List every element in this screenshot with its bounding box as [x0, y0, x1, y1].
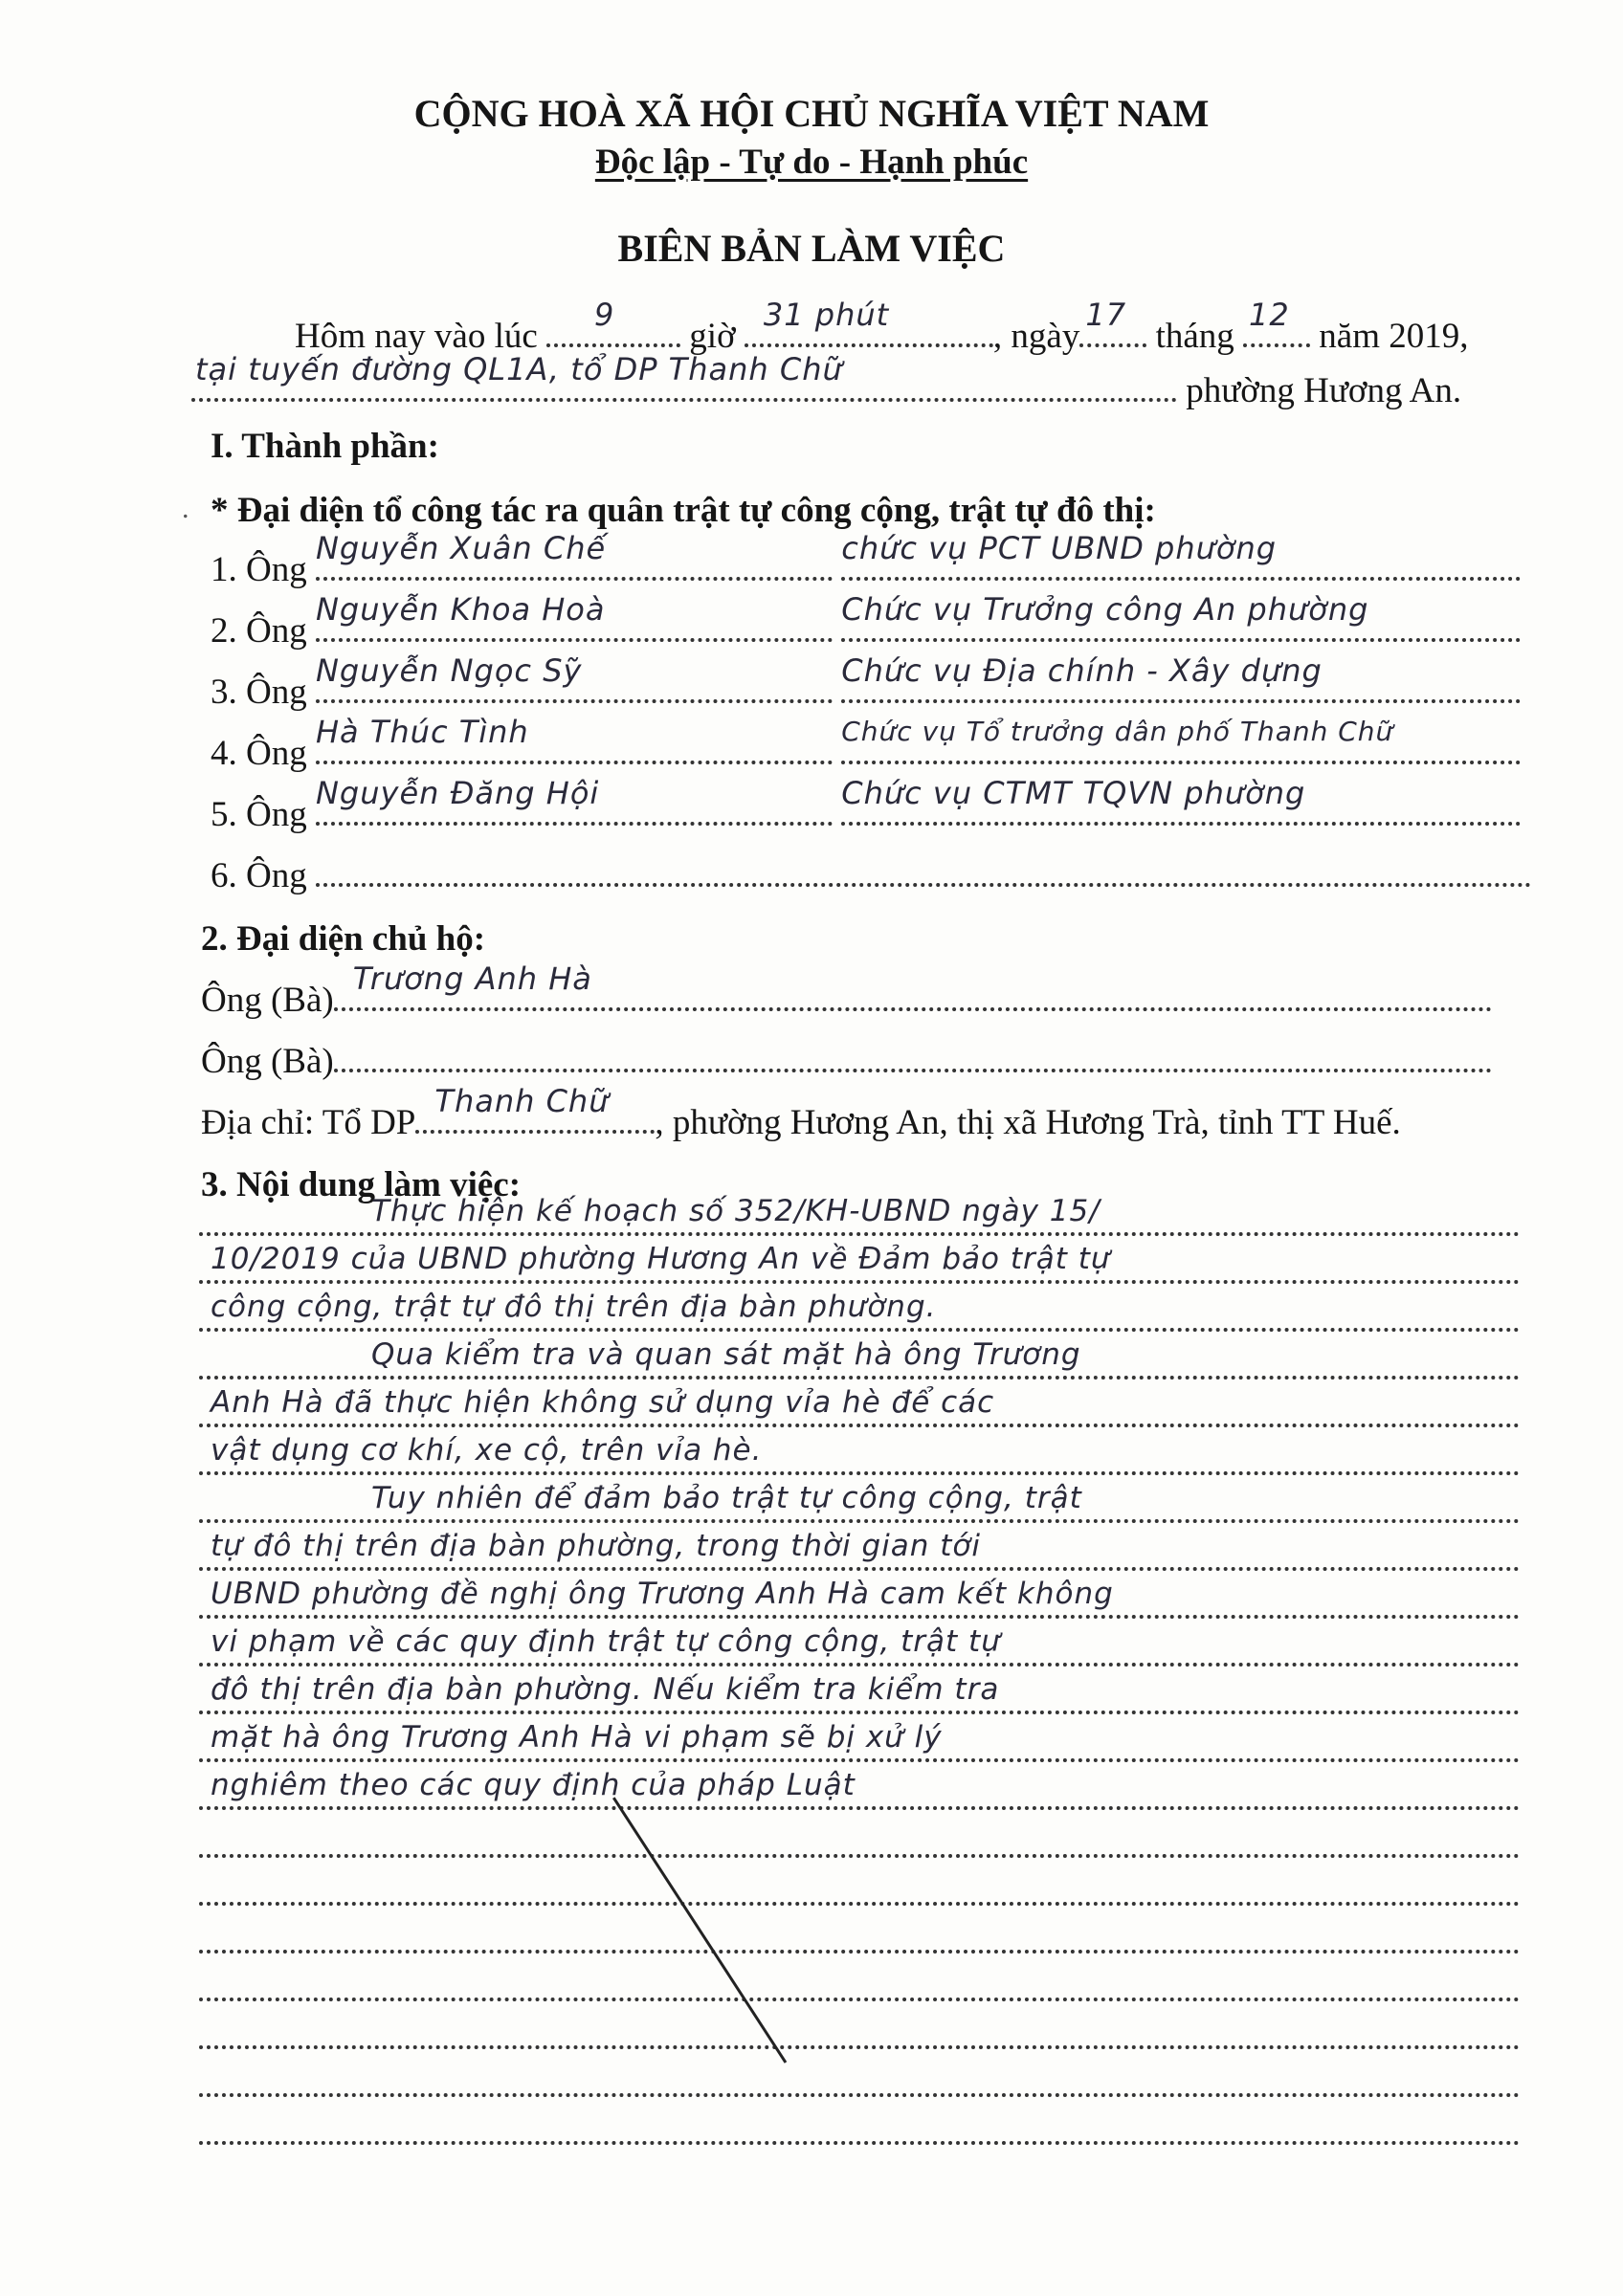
- day-value: 17: [1085, 297, 1127, 333]
- member-role-field: [841, 591, 1521, 642]
- content-line: [199, 1290, 1520, 1332]
- section1-heading: I. Thành phần:: [211, 427, 439, 466]
- member-role-field: [841, 775, 1521, 826]
- address-label: Địa chỉ: Tổ DP: [201, 1103, 416, 1142]
- content-line: [199, 1385, 1520, 1427]
- member-label: 3. Ông: [211, 673, 307, 712]
- location-field: [191, 351, 1177, 402]
- content-line: [199, 1915, 1520, 1954]
- section2-heading: 2. Đại diện chủ hộ:: [201, 919, 486, 959]
- content-line: [199, 1820, 1520, 1858]
- member-label: 1. Ông: [211, 550, 307, 589]
- content-line: [199, 1768, 1520, 1810]
- minute-field: [745, 297, 993, 347]
- hour-field: [546, 297, 680, 347]
- owner-label: Ông (Bà): [201, 981, 334, 1020]
- document-title: BIÊN BẢN LÀM VIỆC: [617, 227, 1006, 270]
- member-name-field: [315, 530, 833, 581]
- member-name-field: [315, 591, 833, 642]
- section1-subheading: * Đại diện tổ công tác ra quân trật tự công cộng, trật tự đô thị:: [211, 491, 1156, 530]
- member-role-field: [841, 530, 1521, 581]
- hour-value: 9: [594, 297, 615, 333]
- country-heading: CỘNG HOÀ XÃ HỘI CHỦ NGHĨA VIỆT NAM: [413, 92, 1210, 135]
- content-text: công cộng, trật tự đô thị trên địa bàn phường.: [211, 1290, 937, 1324]
- section3-heading: 3. Nội dung làm việc:: [201, 1165, 522, 1204]
- content-line: [199, 2107, 1520, 2145]
- member-name: Nguyễn Ngọc Sỹ: [315, 652, 583, 689]
- member-name: Nguyễn Khoa Hoà: [315, 591, 606, 628]
- member-name-field: [316, 854, 1531, 887]
- intro-location-line: [191, 351, 1462, 414]
- owner-name-field: [334, 1040, 1492, 1072]
- content-line: [199, 1529, 1520, 1571]
- content-line: [199, 2011, 1520, 2049]
- member-label: 4. Ông: [211, 734, 307, 773]
- ward-text: phường Hương An.: [1186, 371, 1462, 410]
- content-text: tự đô thị trên địa bàn phường, trong thời gian tới: [211, 1529, 981, 1563]
- member-label: 5. Ông: [211, 795, 307, 834]
- member-role: Chức vụ Địa chính - Xây dựng: [841, 652, 1323, 689]
- location-value: tại tuyến đường QL1A, tổ DP Thanh Chữ: [195, 351, 843, 387]
- address-field: [415, 1083, 655, 1134]
- member-role: chức vụ PCT UBND phường: [841, 530, 1278, 566]
- address-row: [201, 1083, 1401, 1146]
- content-line: [199, 1963, 1520, 2001]
- owner-name-field: [334, 960, 1492, 1011]
- content-text: UBND phường đề nghị ông Trương Anh Hà cam kết không: [211, 1577, 1114, 1611]
- member-name: Nguyễn Đăng Hội: [315, 775, 600, 811]
- content-text: Thực hiện kế hoạch số 352/KH-UBND ngày 15/: [371, 1194, 1101, 1228]
- member-role: Chức vụ Tổ trưởng dân phố Thanh Chữ: [841, 716, 1394, 747]
- content-line: [199, 1867, 1520, 1906]
- minute-value: 31 phút: [763, 297, 890, 333]
- member-name-field: [315, 714, 833, 764]
- month-label: tháng: [1155, 317, 1234, 356]
- address-suffix: , phường Hương An, thị xã Hương Trà, tỉnh TT Huế.: [655, 1103, 1401, 1142]
- content-line: [199, 1720, 1520, 1762]
- content-text: nghiêm theo các quy định của pháp Luật: [211, 1768, 856, 1802]
- content-text: vật dụng cơ khí, xe cộ, trên vỉa hè.: [211, 1433, 763, 1468]
- content-line: [199, 1672, 1520, 1714]
- member-name: Hà Thúc Tình: [315, 714, 529, 750]
- member-role-field: [841, 652, 1521, 703]
- content-text: 10/2019 của UBND phường Hương An về Đảm bảo trật tự: [211, 1242, 1111, 1276]
- member-label: 2. Ông: [211, 611, 307, 651]
- content-line: [199, 2059, 1520, 2097]
- content-line: [199, 1242, 1520, 1284]
- member-role: Chức vụ CTMT TQVN phường: [841, 775, 1306, 811]
- member-role-field: [841, 716, 1521, 764]
- stray-mark: .: [182, 493, 189, 524]
- owner-row: [201, 1039, 1492, 1085]
- member-label: 6. Ông: [211, 856, 307, 895]
- intro-prefix: Hôm nay vào lúc: [295, 317, 538, 356]
- content-text: Qua kiểm tra và quan sát mặt hà ông Trương: [371, 1337, 1081, 1372]
- year-text: năm 2019,: [1319, 317, 1469, 356]
- day-field: [1079, 297, 1146, 347]
- content-line: [199, 1433, 1520, 1475]
- day-label: ngày: [1011, 317, 1080, 356]
- motto: Độc lập - Tự do - Hạnh phúc: [594, 143, 1029, 182]
- content-line: [199, 1194, 1520, 1236]
- owner-label: Ông (Bà): [201, 1042, 334, 1081]
- member-row: [211, 853, 1531, 899]
- content-line: [199, 1481, 1520, 1523]
- member-name: Nguyễn Xuân Chế: [315, 530, 607, 566]
- owner-name: Trương Anh Hà: [352, 960, 592, 997]
- owner-row: [201, 960, 1492, 1024]
- intro-date-line: Hôm nay vào lúc 9 giờ 31 phút , ngày 17 tháng 12 năm 2019,: [295, 314, 1469, 360]
- content-line: [199, 1624, 1520, 1667]
- content-line: [199, 1577, 1520, 1619]
- content-text: Tuy nhiên để đảm bảo trật tự công cộng, trật: [371, 1481, 1082, 1515]
- month-value: 12: [1249, 297, 1290, 333]
- content-text: đô thị trên địa bàn phường. Nếu kiểm tra kiểm tra: [211, 1672, 1000, 1707]
- month-field: [1243, 297, 1310, 347]
- address-value: Thanh Chữ: [434, 1083, 610, 1119]
- member-role: Chức vụ Trưởng công An phường: [841, 591, 1369, 628]
- content-line: [199, 1337, 1520, 1380]
- member-name-field: [315, 775, 833, 826]
- hour-label: giờ: [689, 317, 736, 356]
- member-name-field: [315, 652, 833, 703]
- content-text: vi phạm về các quy định trật tự công cộng, trật tự: [211, 1624, 1001, 1659]
- content-text: mặt hà ông Trương Anh Hà vi phạm sẽ bị xử lý: [211, 1720, 943, 1755]
- content-text: Anh Hà đã thực hiện không sử dụng vỉa hè để các: [211, 1385, 995, 1420]
- member-row: [211, 775, 1521, 838]
